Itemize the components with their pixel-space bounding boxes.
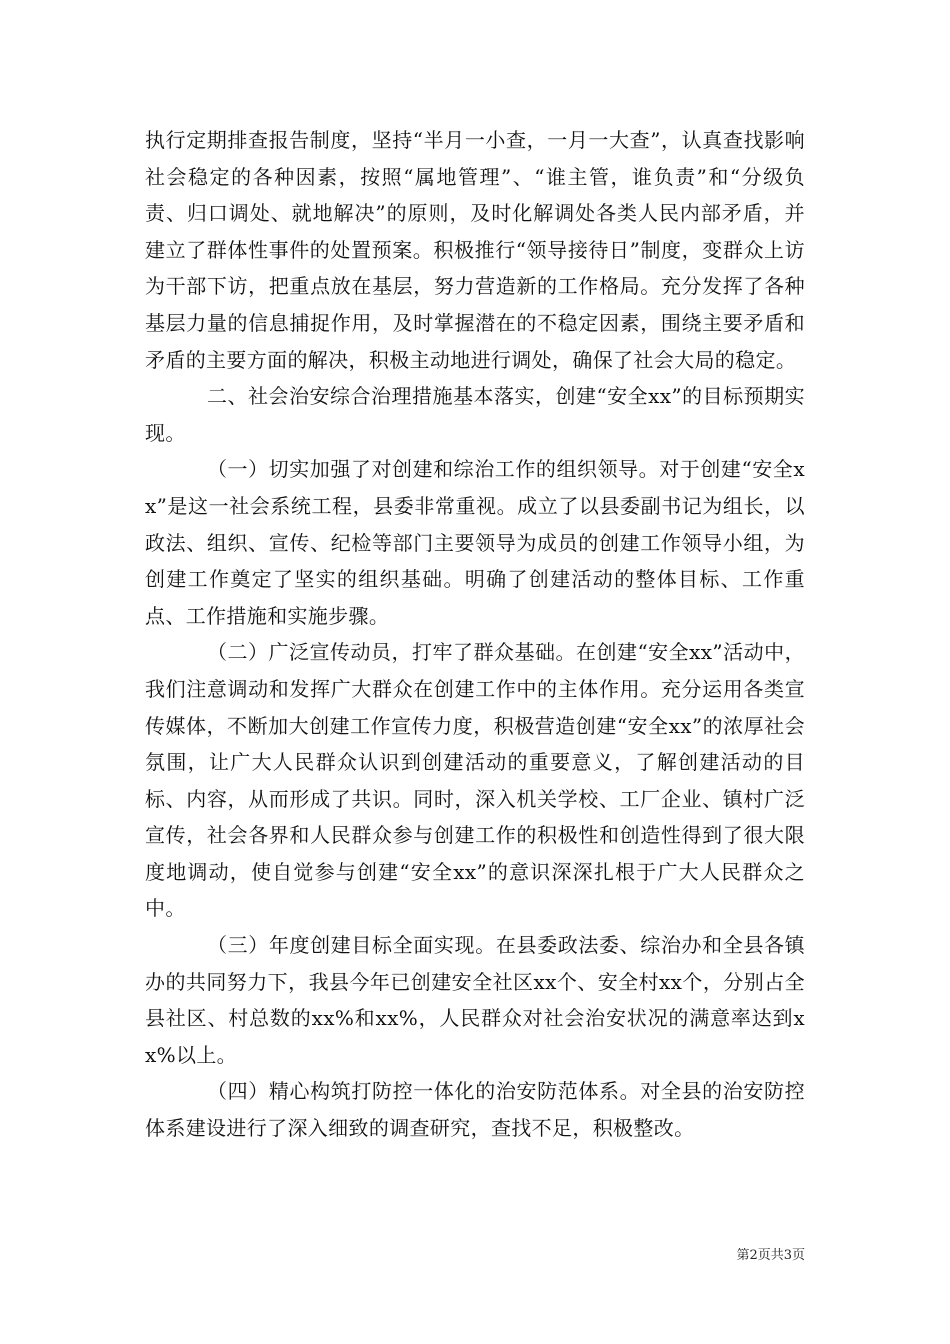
paragraph-item-three: （三）年度创建目标全面实现。在县委政法委、综治办和全县各镇办的共同努力下，我县今年已创建安全社区xx个、安全村xx个，分别占全县社区、村总数的xx%和xx%，人民群众对社会治安状况的满意率达到xx%以上。: [145, 933, 805, 1067]
document-body: [145, 122, 805, 1147]
paragraph-item-four: （四）精心构筑打防控一体化的治安防范体系。对全县的治安防控体系建设进行了深入细致的调查研究，查找不足，积极整改。: [145, 1079, 805, 1141]
paragraph-item-two: （二）广泛宣传动员，打牢了群众基础。在创建“安全xx”活动中，我们注意调动和发挥广大群众在创建工作中的主体作用。充分运用各类宣传媒体，不断加大创建工作宣传力度，积极营造创建“安全xx”的浓厚社会氛围，让广大人民群众认识到创建活动的重要意义，了解创建活动的目标、内容，从而形成了共识。同时，深入机关学校、工厂企业、镇村广泛宣传，社会各界和人民群众参与创建工作的积极性和创造性得到了很大限度地调动，使自觉参与创建“安全xx”的意识深深扎根于广大人民群众之中。: [145, 640, 805, 921]
paragraph-item-one: （一）切实加强了对创建和综治工作的组织领导。对于创建“安全xx”是这一社会系统工程，县委非常重视。成立了以县委副书记为组长，以政法、组织、宣传、纪检等部门主要领导为成员的创建工作领导小组，为创建工作奠定了坚实的组织基础。明确了创建活动的整体目标、工作重点、工作措施和实施步骤。: [145, 457, 805, 628]
section-heading-two: 二、社会治安综合治理措施基本落实，创建“安全xx”的目标预期实现。: [145, 384, 805, 445]
page-number-footer: 第2页共3页: [736, 1248, 805, 1263]
paragraph-continued: 执行定期排查报告制度，坚持“半月一小查，一月一大查”，认真查找影响社会稳定的各种因素，按照“属地管理”、“谁主管，谁负责”和“分级负责、归口调处、就地解决”的原则，及时化解调处各类人民内部矛盾，并建立了群体性事件的处置预案。积极推行“领导接待日”制度，变群众上访为干部下访，把重点放在基层，努力营造新的工作格局。充分发挥了各种基层力量的信息捕捉作用，及时掌握潜在的不稳定因素，围绕主要矛盾和矛盾的主要方面的解决，积极主动地进行调处，确保了社会大局的稳定。: [145, 128, 805, 372]
